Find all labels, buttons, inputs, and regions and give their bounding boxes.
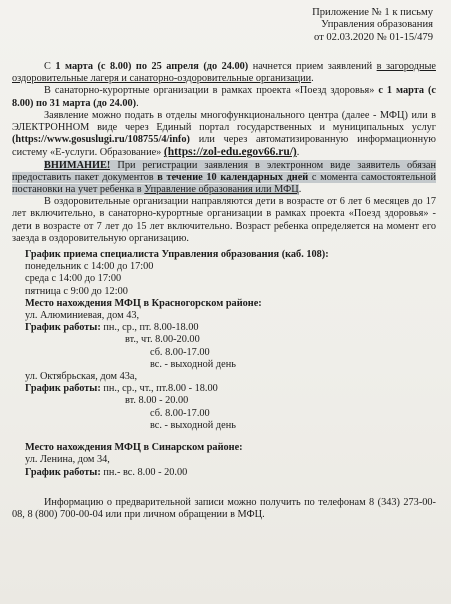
text-underlined: Управление образования или МФЦ	[144, 184, 299, 196]
header-line: Управления образования	[321, 19, 433, 31]
paragraph-dates-camps	[12, 61, 436, 85]
attention-label: ВНИМАНИЕ!	[44, 159, 111, 171]
mfc-sinarsky-title: Место нахождения МФЦ в Синарском районе:	[25, 442, 243, 454]
office-address: ул. Ленина, дом 34,	[25, 454, 110, 466]
text: При регистрации заявления в электронном виде заявитель обязан предоставить пакет документов	[12, 159, 436, 183]
document-body	[12, 61, 436, 521]
text: Заявление можно подать в отделы многофункционального центра (далее - МФЦ) или в ЭЛЕКТРОННОМ виде через Единый портал государственных и муниципальных услуг	[12, 109, 436, 134]
text: .	[311, 73, 314, 85]
gosuslugi-link[interactable]: (https://www.gosuslugi.ru/108755/4/info)	[12, 134, 190, 146]
text: начнется прием заявлений	[248, 61, 377, 72]
text-underlined: в загородные оздоровительные лагеря и санаторно-оздоровительные организации	[12, 61, 436, 85]
paragraph-footer-phones: Информацию о предварительной записи можно получить по телефонам 8 (343) 273-00-08, 8 (800) 700-00-04 или при личном обращении в МФЦ.	[12, 496, 436, 520]
text: с момента самостоятельной постановки на учет ребенка в	[12, 171, 437, 196]
schedule-value: вс. - выходной день	[150, 419, 236, 431]
text-bold: с 1 марта (с 8.00) по 31 марта (до 24.00)	[12, 85, 437, 109]
office-address: ул. Октябрьская, дом 43а,	[25, 371, 138, 383]
text: С	[44, 61, 56, 72]
schedule-row	[25, 383, 436, 395]
paragraph-dates-sanatorium	[12, 85, 436, 109]
text: .	[298, 184, 302, 196]
paragraph-age: В оздоровительные организации направляются дети в возрасте от 6 лет 6 месяцев до 17 лет включительно, в санаторно-курортные организации в рамках проекта «Поезд здоровья» - дети в возрасте от 7 лет до 15 лет включительно. Возраст ребенка определяется на момент его заезда в оздоровительную организацию.	[12, 196, 436, 244]
paragraph-how-to-apply	[12, 110, 436, 160]
letter-header	[312, 7, 433, 44]
reception-line: понедельник с 14:00 до 17:00	[25, 261, 154, 273]
mfc-krasnogorsk-title: Место нахождения МФЦ в Красногорском районе:	[25, 297, 262, 309]
reception-schedule	[25, 249, 436, 298]
reception-title: График приема специалиста Управления образования (каб. 108):	[25, 249, 329, 261]
schedule-label: График работы:	[25, 466, 101, 478]
text: .	[136, 97, 139, 109]
schedule-value: пн.- вс. 8.00 - 20.00	[100, 466, 188, 478]
text: В санаторно-курортные организации в рамках проекта «Поезд здоровья»	[44, 85, 379, 97]
schedule-row	[25, 322, 436, 334]
mfc-krasnogorsk	[25, 298, 436, 432]
schedule-value: пн., ср., пт. 8.00-18.00	[103, 322, 199, 334]
schedule-value: сб. 8.00-17.00	[150, 346, 210, 358]
schedule-label: График работы:	[25, 383, 101, 395]
schedule-value: вт., чт. 8.00-20.00	[125, 334, 200, 346]
office-address: ул. Алюминиевая, дом 43,	[25, 310, 140, 322]
text-bold: в течение 10 календарных дней	[157, 171, 309, 183]
schedule-row	[25, 467, 436, 479]
paragraph-attention	[12, 160, 436, 197]
schedule-value: пн., ср., чт., пт.8.00 - 18.00	[103, 383, 218, 395]
text: .	[296, 147, 300, 159]
reception-line: пятница с 9:00 до 12:00	[25, 285, 128, 297]
mfc-sinarsky	[25, 442, 436, 479]
header-line: Приложение № 1 к письму	[312, 7, 433, 18]
reception-line: среда с 14:00 до 17:00	[25, 273, 122, 285]
text-bold: 1 марта (с 8.00) по 25 апреля (до 24.00)	[55, 61, 249, 72]
header-line: от 02.03.2020 № 01-15/479	[313, 31, 433, 43]
schedule-value: вт. 8.00 - 20.00	[125, 395, 189, 407]
schedule-value: вс. - выходной день	[150, 358, 236, 370]
schedule-label: График работы:	[25, 322, 101, 334]
egov-link[interactable]: (https://zol-edu.egov66.ru/)	[163, 146, 297, 159]
text: или через автоматизированную информационную систему «Е-услуги. Образование»	[12, 134, 436, 159]
schedule-value: сб. 8.00-17.00	[150, 407, 210, 419]
